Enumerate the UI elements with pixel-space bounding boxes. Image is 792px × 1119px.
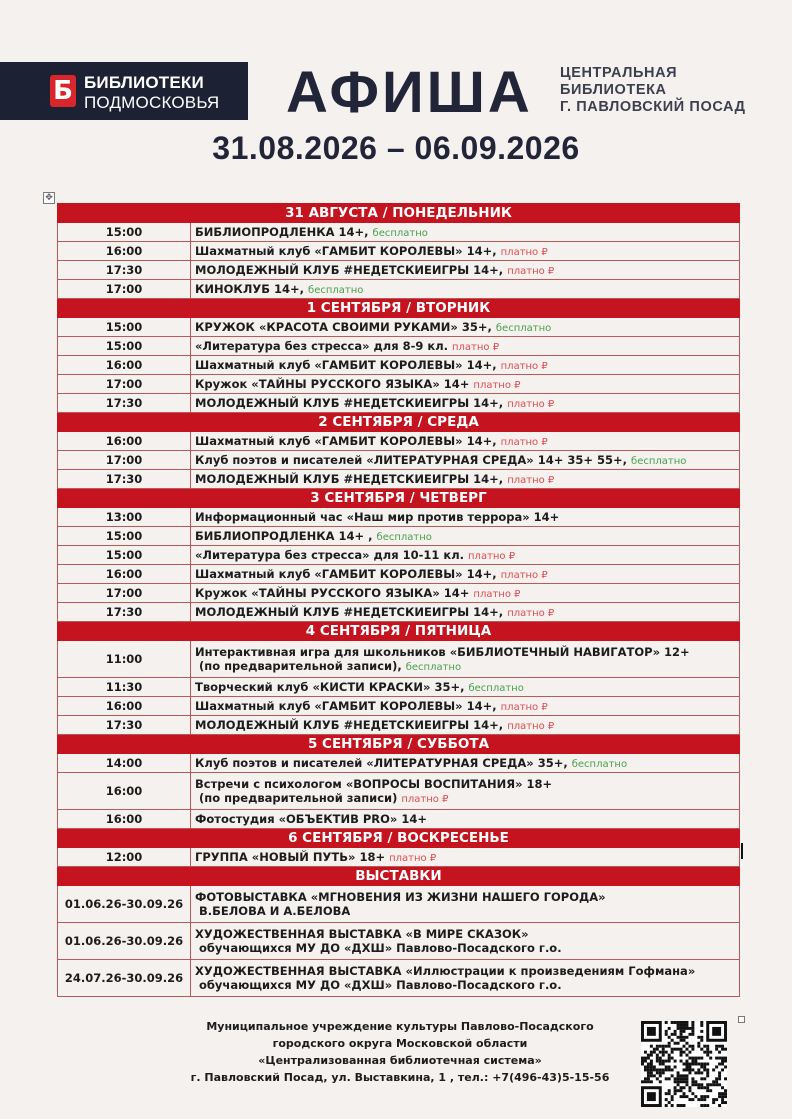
event-line xyxy=(195,812,735,826)
event-subtitle: обучающихся МУ ДО «ДХШ» Павлово-Посадского г.о. xyxy=(199,941,562,955)
event-line xyxy=(195,225,735,239)
date-range: 31.08.2026 – 06.09.2026 xyxy=(212,130,580,166)
event-row xyxy=(58,716,740,735)
event-row xyxy=(58,603,740,622)
event-time: 14:00 xyxy=(58,754,191,773)
day-header: 31 АВГУСТА / ПОНЕДЕЛЬНИК xyxy=(58,204,740,223)
event-title: Интерактивная игра для школьников «БИБЛИОТЕЧНЫЙ НАВИГАТОР» 12+ xyxy=(195,645,690,659)
day-header: 2 СЕНТЯБРЯ / СРЕДА xyxy=(58,413,740,432)
event-cell xyxy=(191,923,740,960)
event-cell xyxy=(191,754,740,773)
day-header: 1 СЕНТЯБРЯ / ВТОРНИК xyxy=(58,299,740,318)
event-row xyxy=(58,960,740,997)
event-line xyxy=(195,567,735,581)
event-line xyxy=(195,791,735,805)
event-row xyxy=(58,356,740,375)
event-line xyxy=(195,978,735,992)
event-subtitle: обучающихся МУ ДО «ДХШ» Павлово-Посадского г.о. xyxy=(199,978,562,992)
footer-line: Муниципальное учреждение культуры Павлово-Посадского xyxy=(206,1020,594,1033)
event-line xyxy=(195,320,735,334)
event-title: Шахматный клуб «ГАМБИТ КОРОЛЕВЫ» 14+, xyxy=(195,244,497,258)
event-line xyxy=(195,282,735,296)
event-line xyxy=(195,263,735,277)
event-cell xyxy=(191,280,740,299)
event-row xyxy=(58,242,740,261)
event-time: 17:30 xyxy=(58,394,191,413)
event-title: ХУДОЖЕСТВЕННАЯ ВЫСТАВКА «В МИРЕ СКАЗОК» xyxy=(195,927,529,941)
event-time: 01.06.26-30.09.26 xyxy=(58,886,191,923)
event-row xyxy=(58,337,740,356)
event-row xyxy=(58,375,740,394)
event-time: 15:00 xyxy=(58,546,191,565)
day-header: 4 СЕНТЯБРЯ / ПЯТНИЦА xyxy=(58,622,740,641)
footer-line: «Централизованная библиотечная система» xyxy=(258,1054,542,1067)
paid-label: платно ₽ xyxy=(507,266,555,277)
event-title: МОЛОДЕЖНЫЙ КЛУБ #НЕДЕТСКИЕИГРЫ 14+, xyxy=(195,472,504,486)
event-time: 17:30 xyxy=(58,470,191,489)
event-time: 12:00 xyxy=(58,848,191,867)
event-cell xyxy=(191,242,740,261)
event-row xyxy=(58,394,740,413)
event-title: Шахматный клуб «ГАМБИТ КОРОЛЕВЫ» 14+, xyxy=(195,434,497,448)
event-title: Шахматный клуб «ГАМБИТ КОРОЛЕВЫ» 14+, xyxy=(195,358,497,372)
table-move-handle-icon[interactable]: ✥ xyxy=(43,192,55,204)
event-line xyxy=(195,510,735,524)
event-line xyxy=(195,244,735,258)
event-time: 16:00 xyxy=(58,242,191,261)
event-cell xyxy=(191,810,740,829)
event-row xyxy=(58,223,740,242)
paid-label: платно ₽ xyxy=(500,361,548,372)
event-line xyxy=(195,358,735,372)
event-time: 16:00 xyxy=(58,356,191,375)
event-time: 17:30 xyxy=(58,716,191,735)
event-cell xyxy=(191,451,740,470)
free-label: бесплатно xyxy=(376,532,432,543)
event-time: 15:00 xyxy=(58,318,191,337)
event-line xyxy=(195,964,735,978)
free-label: бесплатно xyxy=(372,228,428,239)
event-line xyxy=(195,605,735,619)
event-title: МОЛОДЕЖНЫЙ КЛУБ #НЕДЕТСКИЕИГРЫ 14+, xyxy=(195,605,504,619)
paid-label: платно ₽ xyxy=(500,247,548,258)
event-row xyxy=(58,810,740,829)
event-line xyxy=(195,850,735,864)
event-time: 16:00 xyxy=(58,697,191,716)
event-title: Творческий клуб «КИСТИ КРАСКИ» 35+, xyxy=(195,680,465,694)
free-label: бесплатно xyxy=(468,683,524,694)
event-title: БИБЛИОПРОДЛЕНКА 14+ , xyxy=(195,529,373,543)
paid-label: платно ₽ xyxy=(452,342,500,353)
event-row xyxy=(58,280,740,299)
event-line xyxy=(195,548,735,562)
event-line xyxy=(195,659,735,673)
event-time: 16:00 xyxy=(58,565,191,584)
event-line xyxy=(195,777,735,791)
event-title: КИНОКЛУБ 14+, xyxy=(195,282,305,296)
qr-code-icon xyxy=(641,1021,727,1107)
event-title: КРУЖОК «КРАСОТА СВОИМИ РУКАМИ» 35+, xyxy=(195,320,492,334)
paid-label: платно ₽ xyxy=(500,702,548,713)
event-cell xyxy=(191,716,740,735)
event-row xyxy=(58,754,740,773)
event-title: Фотостудия «ОБЪЕКТИВ PRO» 14+ xyxy=(195,812,427,826)
event-line xyxy=(195,472,735,486)
day-header-row xyxy=(58,867,740,886)
event-line xyxy=(195,453,735,467)
paid-label: платно ₽ xyxy=(401,794,449,805)
event-title: Шахматный клуб «ГАМБИТ КОРОЛЕВЫ» 14+, xyxy=(195,567,497,581)
event-line xyxy=(195,645,735,659)
event-row xyxy=(58,584,740,603)
table-resize-handle[interactable] xyxy=(738,1016,745,1023)
event-title: Встречи с психологом «ВОПРОСЫ ВОСПИТАНИЯ» 18+ xyxy=(195,777,553,791)
event-time: 16:00 xyxy=(58,810,191,829)
event-cell xyxy=(191,960,740,997)
event-time: 15:00 xyxy=(58,337,191,356)
event-line xyxy=(195,756,735,770)
event-row xyxy=(58,261,740,280)
event-title: Кружок «ТАЙНЫ РУССКОГО ЯЗЫКА» 14+ xyxy=(195,377,470,391)
event-cell xyxy=(191,641,740,678)
event-cell xyxy=(191,508,740,527)
event-title: «Литература без стресса» для 10-11 кл. xyxy=(195,548,464,562)
event-time: 11:30 xyxy=(58,678,191,697)
event-time: 17:00 xyxy=(58,451,191,470)
event-row xyxy=(58,923,740,960)
event-title: Клуб поэтов и писателей «ЛИТЕРАТУРНАЯ СРЕДА» 35+, xyxy=(195,756,568,770)
free-label: бесплатно xyxy=(495,323,552,334)
event-time: 01.06.26-30.09.26 xyxy=(58,923,191,960)
event-title: ФОТОВЫСТАВКА «МГНОВЕНИЯ ИЗ ЖИЗНИ НАШЕГО ГОРОДА» xyxy=(195,890,606,904)
org-line: БИБЛИОТЕКА xyxy=(560,82,667,98)
event-time: 13:00 xyxy=(58,508,191,527)
event-time: 15:00 xyxy=(58,223,191,242)
event-line xyxy=(195,396,735,410)
day-header: 6 СЕНТЯБРЯ / ВОСКРЕСЕНЬЕ xyxy=(58,829,740,848)
event-line xyxy=(195,699,735,713)
event-time: 17:00 xyxy=(58,584,191,603)
paid-label: платно ₽ xyxy=(389,853,437,864)
event-cell xyxy=(191,223,740,242)
day-header-row xyxy=(58,299,740,318)
event-time: 17:00 xyxy=(58,375,191,394)
paid-label: платно ₽ xyxy=(473,380,521,391)
event-title: ГРУППА «НОВЫЙ ПУТЬ» 18+ xyxy=(195,850,386,864)
event-title: БИБЛИОПРОДЛЕНКА 14+, xyxy=(195,225,369,239)
event-cell xyxy=(191,584,740,603)
event-line xyxy=(195,529,735,543)
event-row xyxy=(58,432,740,451)
event-time: 17:00 xyxy=(58,280,191,299)
paid-label: платно ₽ xyxy=(500,570,548,581)
paid-label: платно ₽ xyxy=(507,608,555,619)
paid-label: платно ₽ xyxy=(507,475,555,486)
event-subtitle: (по предварительной записи), xyxy=(199,659,402,673)
paid-label: платно ₽ xyxy=(507,721,555,732)
event-line xyxy=(195,377,735,391)
event-row xyxy=(58,697,740,716)
event-row xyxy=(58,470,740,489)
event-line xyxy=(195,434,735,448)
footer-line: городского округа Московской области xyxy=(272,1037,528,1050)
event-row xyxy=(58,641,740,678)
event-cell xyxy=(191,848,740,867)
page-title: АФИША xyxy=(286,60,533,125)
event-cell xyxy=(191,565,740,584)
event-title: Информационный час «Наш мир против террора» 14+ xyxy=(195,510,560,524)
day-header-row xyxy=(58,489,740,508)
event-row xyxy=(58,678,740,697)
event-cell xyxy=(191,546,740,565)
event-line xyxy=(195,941,735,955)
event-row xyxy=(58,886,740,923)
paid-label: платно ₽ xyxy=(507,399,555,410)
event-cell xyxy=(191,527,740,546)
day-header-row xyxy=(58,622,740,641)
free-label: бесплатно xyxy=(308,285,364,296)
event-row xyxy=(58,773,740,810)
free-label: бесплатно xyxy=(631,456,687,467)
event-time: 16:00 xyxy=(58,773,191,810)
event-cell xyxy=(191,394,740,413)
event-cell xyxy=(191,773,740,810)
event-cell xyxy=(191,678,740,697)
event-title: «Литература без стресса» для 8-9 кл. xyxy=(195,339,448,353)
event-title: Кружок «ТАЙНЫ РУССКОГО ЯЗЫКА» 14+ xyxy=(195,586,470,600)
event-row xyxy=(58,546,740,565)
event-title: Клуб поэтов и писателей «ЛИТЕРАТУРНАЯ СРЕДА» 14+ 35+ 55+, xyxy=(195,453,628,467)
event-row xyxy=(58,508,740,527)
event-line xyxy=(195,718,735,732)
event-row xyxy=(58,565,740,584)
event-title: Шахматный клуб «ГАМБИТ КОРОЛЕВЫ» 14+, xyxy=(195,699,497,713)
event-row xyxy=(58,527,740,546)
day-header-row xyxy=(58,204,740,223)
schedule-table xyxy=(57,203,740,997)
org-name xyxy=(560,65,746,116)
event-cell xyxy=(191,356,740,375)
day-header: 3 СЕНТЯБРЯ / ЧЕТВЕРГ xyxy=(58,489,740,508)
logo-line1: БИБЛИОТЕКИ xyxy=(84,73,204,92)
event-title: МОЛОДЕЖНЫЙ КЛУБ #НЕДЕТСКИЕИГРЫ 14+, xyxy=(195,396,504,410)
event-cell xyxy=(191,432,740,451)
day-header-row xyxy=(58,413,740,432)
event-cell xyxy=(191,697,740,716)
paid-label: платно ₽ xyxy=(500,437,548,448)
event-line xyxy=(195,586,735,600)
paid-label: платно ₽ xyxy=(473,589,521,600)
event-row xyxy=(58,451,740,470)
free-label: бесплатно xyxy=(405,662,462,673)
event-subtitle: (по предварительной записи) xyxy=(199,791,398,805)
day-header: 5 СЕНТЯБРЯ / СУББОТА xyxy=(58,735,740,754)
event-cell xyxy=(191,337,740,356)
org-line: Г. ПАВЛОВСКИЙ ПОСАД xyxy=(560,99,746,115)
event-line xyxy=(195,890,735,904)
event-cell xyxy=(191,318,740,337)
event-time: 15:00 xyxy=(58,527,191,546)
free-label: бесплатно xyxy=(571,759,628,770)
event-line xyxy=(195,927,735,941)
event-cell xyxy=(191,886,740,923)
event-line xyxy=(195,904,735,918)
footer-address xyxy=(170,1018,630,1086)
event-cell xyxy=(191,375,740,394)
libraries-logo xyxy=(0,62,248,120)
event-line xyxy=(195,339,735,353)
footer-line: г. Павловский Посад, ул. Выставкина, 1 , тел.: +7(496-43)5-15-56 xyxy=(190,1071,610,1084)
event-cell xyxy=(191,470,740,489)
event-subtitle: В.БЕЛОВА И А.БЕЛОВА xyxy=(199,904,351,918)
event-time: 11:00 xyxy=(58,641,191,678)
event-time: 17:30 xyxy=(58,603,191,622)
day-header-row xyxy=(58,735,740,754)
logo-mark-icon: Б xyxy=(50,75,76,107)
event-time: 16:00 xyxy=(58,432,191,451)
event-cell xyxy=(191,261,740,280)
event-line xyxy=(195,680,735,694)
event-row xyxy=(58,318,740,337)
day-header-row xyxy=(58,829,740,848)
event-cell xyxy=(191,603,740,622)
event-title: МОЛОДЕЖНЫЙ КЛУБ #НЕДЕТСКИЕИГРЫ 14+, xyxy=(195,718,504,732)
logo-line2: ПОДМОСКОВЬЯ xyxy=(84,93,220,112)
event-row xyxy=(58,848,740,867)
event-time: 17:30 xyxy=(58,261,191,280)
day-header: ВЫСТАВКИ xyxy=(58,867,740,886)
event-time: 24.07.26-30.09.26 xyxy=(58,960,191,997)
text-cursor xyxy=(741,843,743,859)
org-line: ЦЕНТРАЛЬНАЯ xyxy=(560,65,678,81)
paid-label: платно ₽ xyxy=(468,551,516,562)
event-title: ХУДОЖЕСТВЕННАЯ ВЫСТАВКА «Иллюстрации к произведениям Гофмана» xyxy=(195,964,696,978)
event-title: МОЛОДЕЖНЫЙ КЛУБ #НЕДЕТСКИЕИГРЫ 14+, xyxy=(195,263,504,277)
